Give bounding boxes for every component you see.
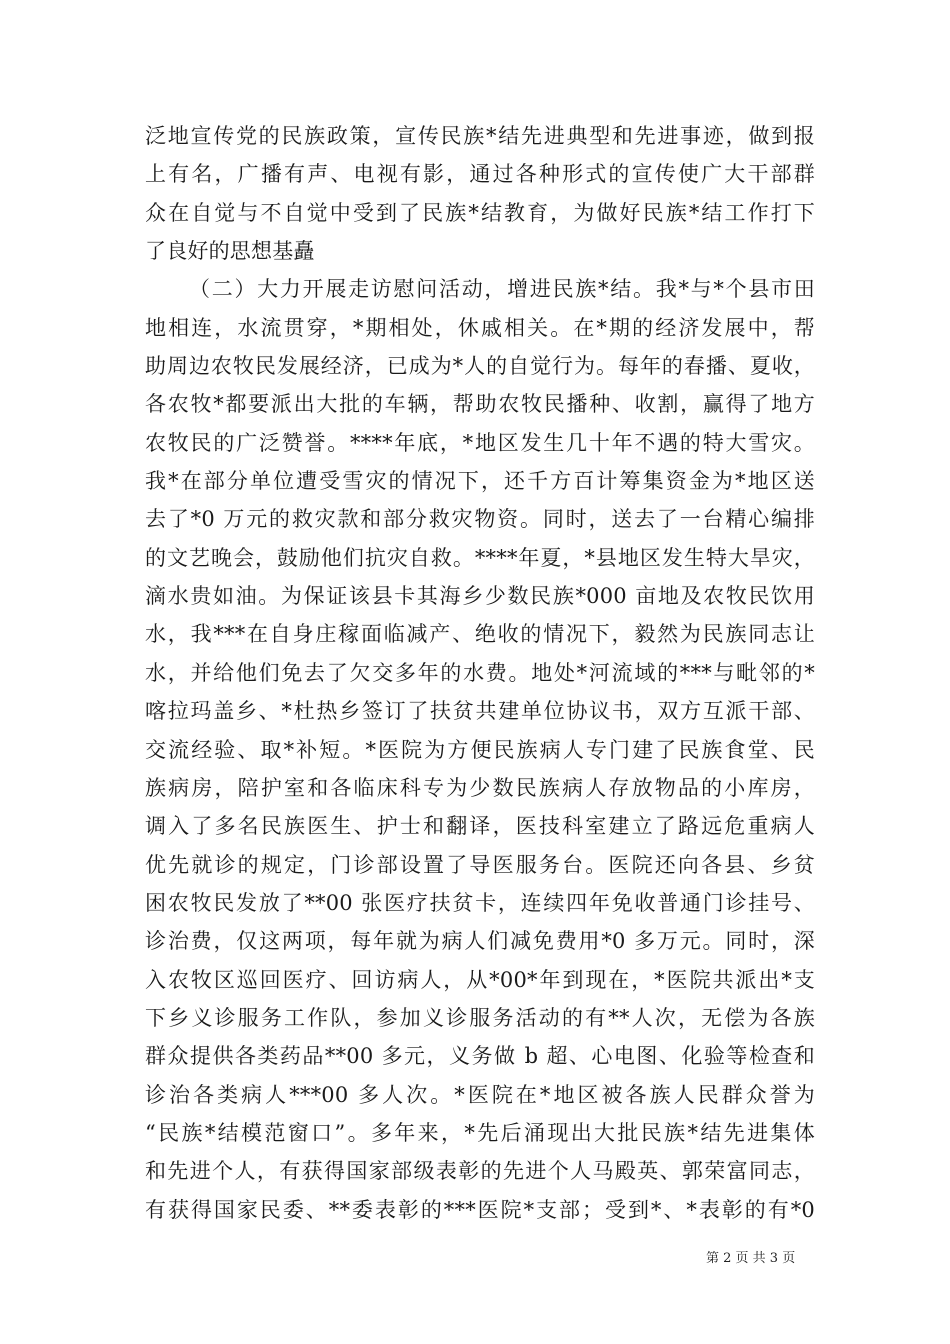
text-line: 去了*0 万元的救灾款和部分救灾物资。同时，送去了一台精心编排 — [145, 507, 815, 532]
text-line: 喀拉玛盖乡、*杜热乡签订了扶贫共建单位协议书，双方互派干部、 — [145, 699, 815, 724]
text-line: “民族*结模范窗口”。多年来，*先后涌现出大批民族*结先进集体 — [145, 1120, 815, 1145]
text-line: 我*在部分单位遭受雪灾的情况下，还千方百计筹集资金为*地区送 — [145, 469, 815, 494]
text-line: 有获得国家民委、**委表彰的***医院*支部；受到*、*表彰的有*0 — [145, 1197, 815, 1222]
text-line: 水，我***在自身庄稼面临减产、绝收的情况下，毅然为民族同志让 — [145, 622, 815, 647]
text-line: 农牧民的广泛赞誉。****年底，*地区发生几十年不遇的特大雪灾。 — [145, 430, 815, 455]
page-number: 第 2 页 共 3 页 — [706, 1251, 796, 1266]
paragraph-1 — [145, 117, 815, 270]
text-line: 助周边农牧民发展经济，已成为*人的自觉行为。每年的春播、夏收， — [145, 354, 815, 379]
text-line: 众在自觉与不自觉中受到了民族*结教育，为做好民族*结工作打下 — [145, 200, 815, 225]
text-line: 各农牧*都要派出大批的车辆，帮助农牧民播种、收割，赢得了地方 — [145, 392, 815, 417]
text-line: 诊治各类病人***00 多人次。*医院在*地区被各族人民群众誉为 — [145, 1082, 815, 1107]
text-line: 泛地宣传党的民族政策，宣传民族*结先进典型和先进事迹，做到报 — [145, 124, 815, 148]
text-line: 了良好的思想基矗 — [145, 239, 315, 264]
document-body — [145, 117, 815, 1229]
text-line: 的文艺晚会，鼓励他们抗灾自救。****年夏，*县地区发生特大旱灾， — [145, 545, 815, 570]
text-line: 调入了多名民族医生、护士和翻译，医技科室建立了路远危重病人 — [145, 814, 815, 839]
text-line: 水，并给他们免去了欠交多年的水费。地处*河流域的***与毗邻的* — [145, 660, 815, 685]
text-line: 滴水贵如油。为保证该县卡其海乡少数民族*000 亩地及农牧民饮用 — [145, 584, 815, 609]
text-line: 上有名，广播有声、电视有影，通过各种形式的宣传使广大干部群 — [145, 162, 815, 187]
text-line: 交流经验、取*补短。*医院为方便民族病人专门建了民族食堂、民 — [145, 737, 815, 762]
text-line: 和先进个人，有获得国家部级表彰的先进个人马殿英、郭荣富同志， — [145, 1159, 815, 1184]
text-line: 困农牧民发放了**00 张医疗扶贫卡，连续四年免收普通门诊挂号、 — [145, 890, 815, 915]
text-line: 族病房，陪护室和各临床科专为少数民族病人存放物品的小库房， — [145, 775, 815, 800]
text-line: 地相连，水流贯穿，*期相处，休戚相关。在*期的经济发展中，帮 — [145, 315, 815, 340]
paragraph-2 — [145, 270, 815, 1229]
text-line: 下乡义诊服务工作队，参加义诊服务活动的有**人次，无偿为各族 — [145, 1005, 815, 1030]
text-line: （二）大力开展走访慰问活动，增进民族*结。我*与*个县市田 — [189, 277, 815, 302]
text-line: 入农牧区巡回医疗、回访病人，从*00*年到现在，*医院共派出*支 — [145, 967, 815, 992]
text-line: 优先就诊的规定，门诊部设置了导医服务台。医院还向各县、乡贫 — [145, 852, 815, 877]
text-line: 群众提供各类药品**00 多元，义务做 b 超、心电图、化验等检查和 — [145, 1044, 815, 1069]
text-line: 诊治费，仅这两项，每年就为病人们减免费用*0 多万元。同时，深 — [145, 929, 815, 954]
